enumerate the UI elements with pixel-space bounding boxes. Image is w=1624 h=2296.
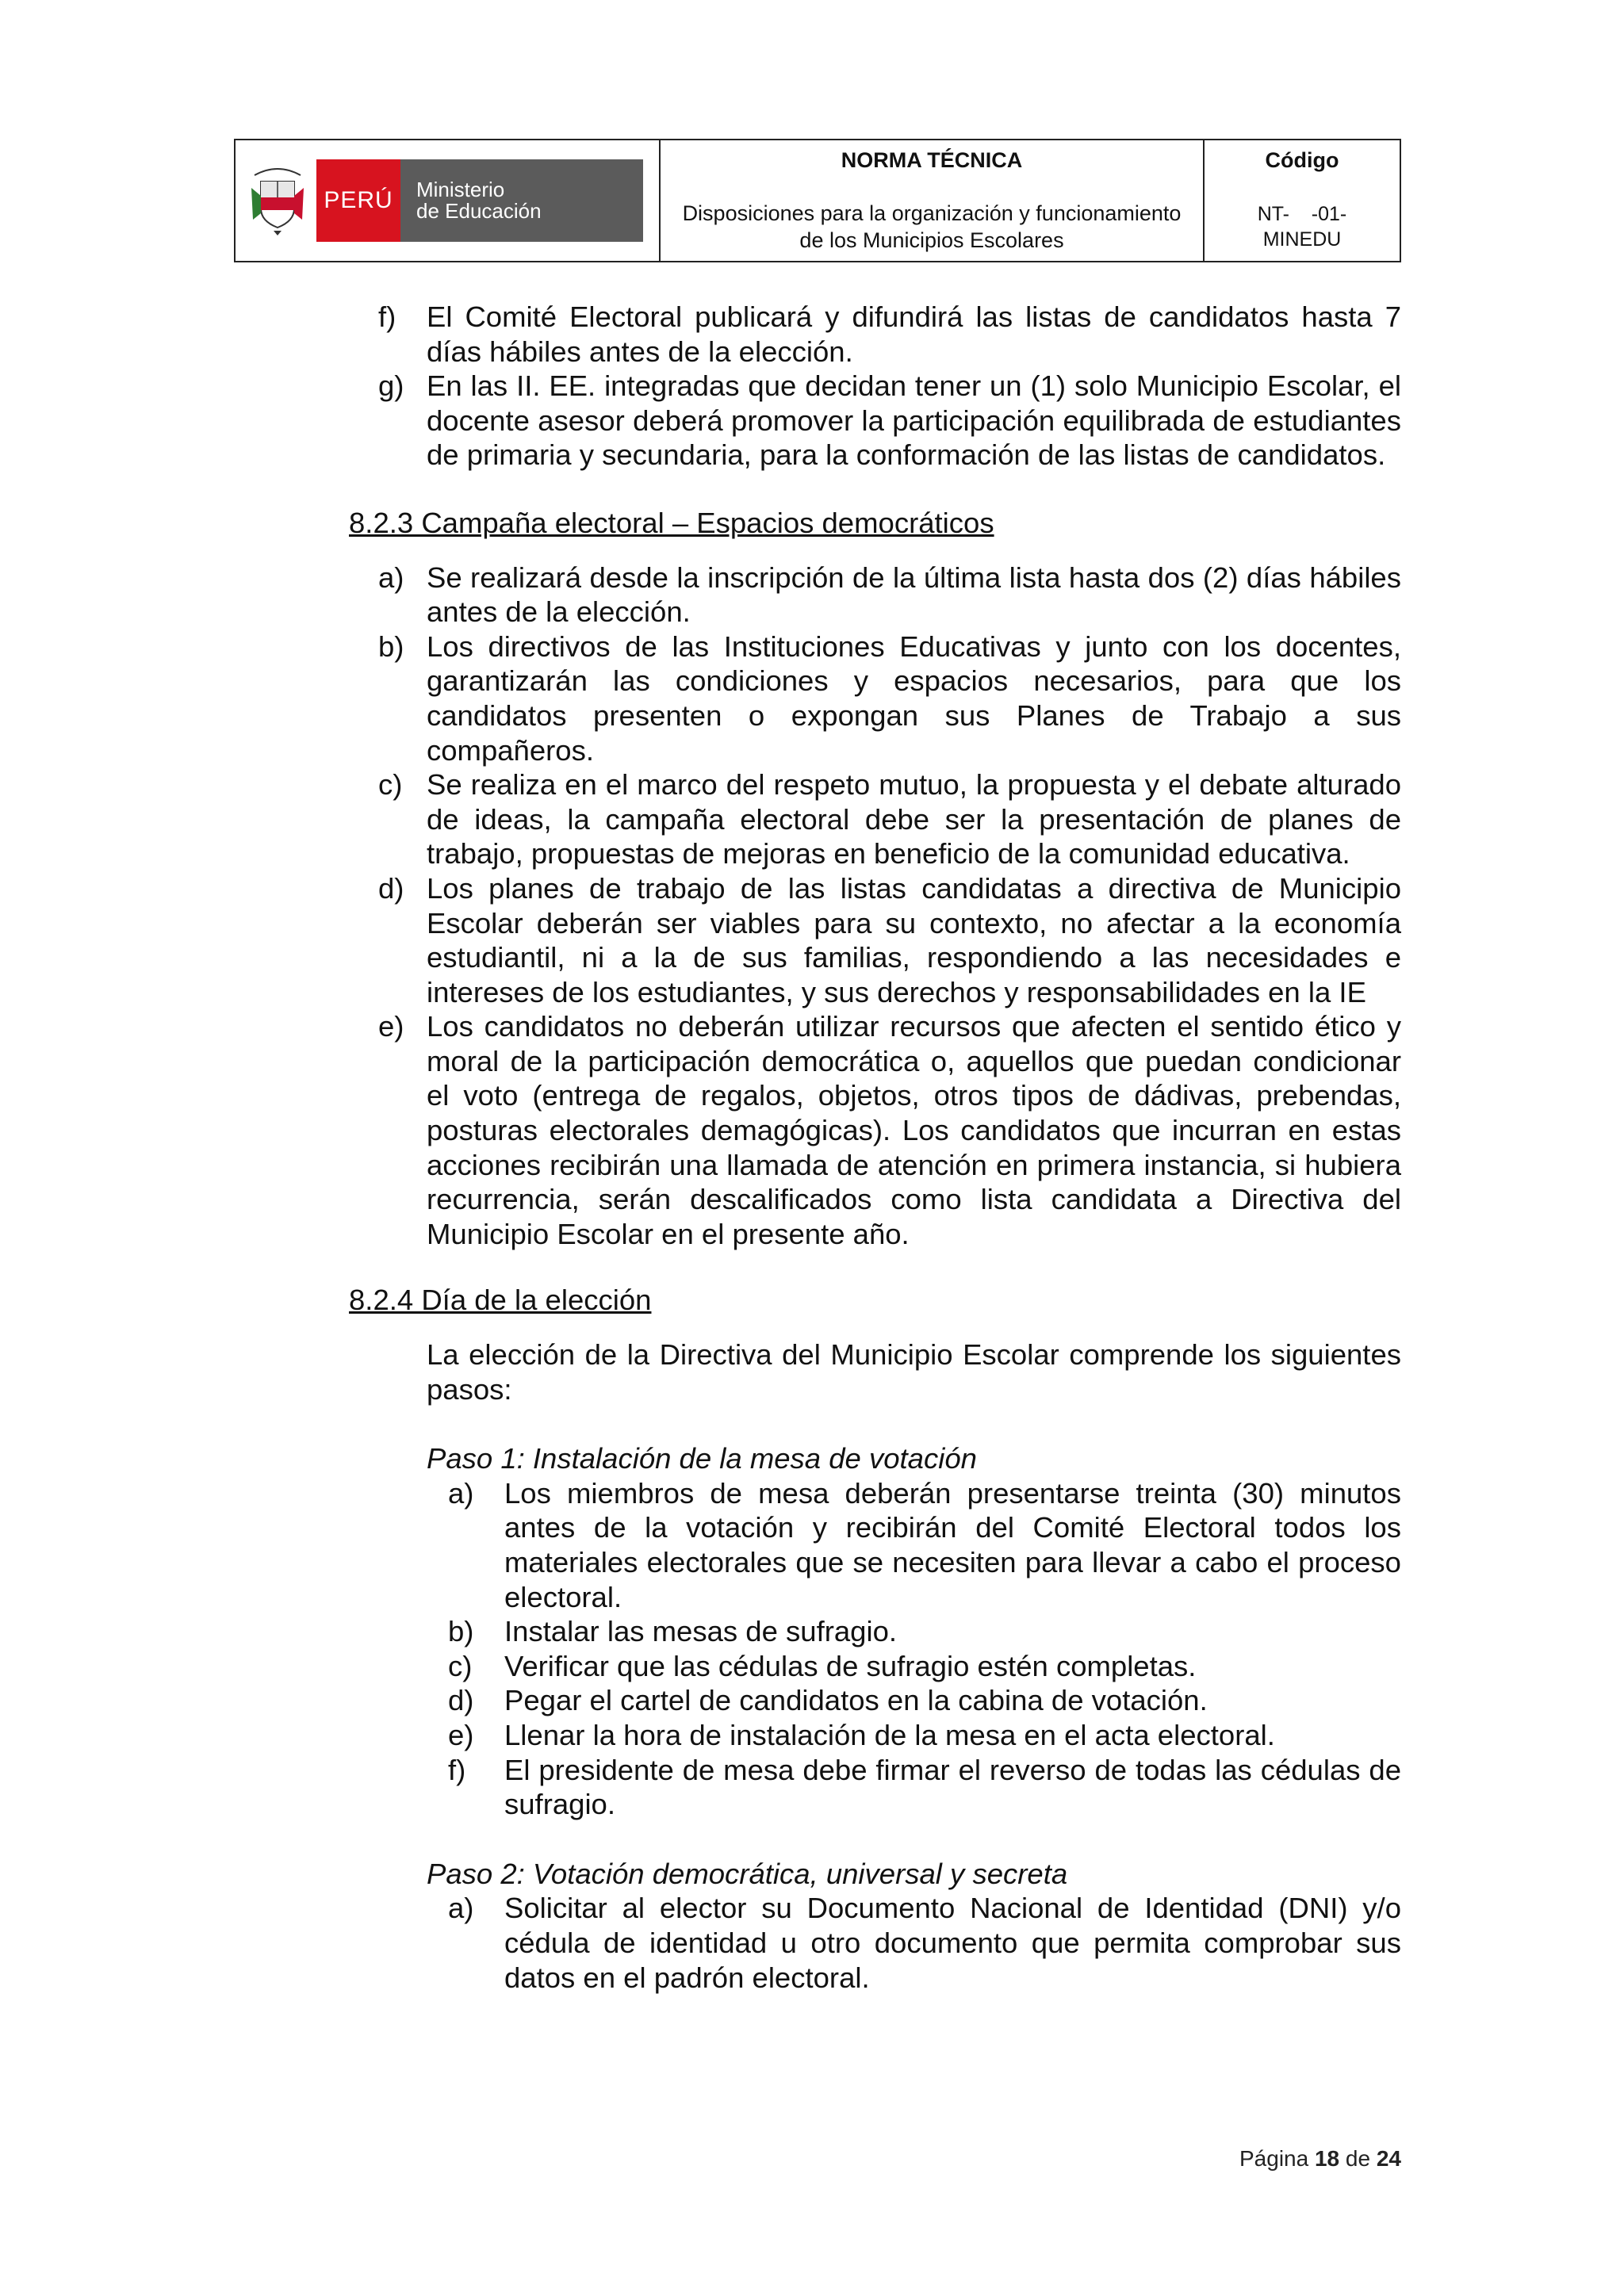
list-campaign [349,561,1401,1252]
header-title-cell [661,140,1205,261]
item-label: e) [378,1010,404,1043]
item-label: c) [378,768,403,802]
item-label: f) [448,1753,466,1786]
total-pages: 24 [1376,2146,1401,2171]
step-1-title: Paso 1: Instalación de la mesa de votación [427,1442,977,1475]
item-label: a) [378,561,404,594]
document-subtitle [661,200,1203,254]
section-heading-election-day: 8.2.4 Día de la elección [349,1284,652,1317]
header-code-cell [1205,140,1400,261]
subtitle-line-1: Disposiciones para la organización y funcionamiento [682,201,1182,225]
list-item [349,1649,1401,1684]
document-header [234,139,1401,262]
step-2-title: Paso 2: Votación democrática, universal y secreta [427,1857,1068,1890]
ministry-line-1: Ministerio [416,178,505,201]
subtitle-line-2: de los Municipios Escolares [799,228,1064,252]
item-text: Se realizará desde la inscripción de la última lista hasta dos (2) días hábiles antes de la elección. [427,561,1401,629]
document-type: NORMA TÉCNICA [841,148,1023,172]
item-label: c) [448,1649,473,1682]
code-line-1: NT- -01- [1257,203,1347,225]
item-text: En las II. EE. integradas que decidan tener un (1) solo Municipio Escolar, el docente asesor deberá promover la participación equilibrada de estudiantes de primaria y secundaria, para la conformación de las listas de candidatos. [427,369,1401,472]
item-label: a) [448,1476,474,1510]
item-text: El Comité Electoral publicará y difundirá las listas de candidatos hasta 7 días hábiles antes de la elección. [427,300,1401,368]
code-value [1205,201,1400,252]
code-line-2: MINEDU [1262,228,1342,251]
item-label: a) [448,1892,474,1925]
list-item [349,1753,1401,1822]
ministry-logo [400,159,643,242]
document-body [349,300,1401,1995]
item-text: El presidente de mesa debe firmar el reverso de todas las cédulas de sufragio. [504,1753,1401,1821]
list-item [349,561,1401,629]
country-label: PERÚ [324,187,393,213]
item-text: Los directivos de las Instituciones Educativas y junto con los docentes, garantizarán las condiciones y espacios necesarios, para que los candidatos presenten o expongan sus Planes de Trabajo a sus compañeros. [427,629,1401,767]
list-item [349,300,1401,369]
section-heading-campaign: 8.2.3 Campaña electoral – Espacios democráticos [349,506,994,539]
header-logo-cell [236,140,661,261]
item-text: Instalar las mesas de sufragio. [504,1615,898,1648]
coat-of-arms-icon [250,164,305,237]
list-item [349,767,1401,871]
item-label: d) [378,871,404,905]
list-step-1 [349,1476,1401,1822]
list-item [349,1683,1401,1718]
list-item [349,1476,1401,1614]
item-label: e) [448,1718,474,1751]
item-label: b) [448,1615,474,1648]
list-item [349,629,1401,767]
list-item [349,369,1401,473]
item-text: Pegar el cartel de candidatos en la cabina de votación. [504,1684,1208,1717]
page-prefix: Página [1239,2146,1309,2171]
list-item [349,1009,1401,1251]
list-eligibility [349,300,1401,473]
item-text: Los planes de trabajo de las listas candidatas a directiva de Municipio Escolar deberán ser viables para su contexto, no afectar a la economía estudiantil, ni a la de sus familias, respondiendo a las necesidades e intereses de los estudiantes, y sus derechos y responsabilidades en la IE [427,871,1401,1008]
item-text: Llenar la hora de instalación de la mesa en el acta electoral. [504,1718,1275,1751]
list-item [349,1718,1401,1753]
item-label: f) [378,300,396,333]
page-number [1239,2146,1401,2172]
item-label: b) [378,629,404,663]
peru-logo [316,159,400,242]
list-item [349,1614,1401,1649]
page-separator: de [1345,2146,1371,2171]
item-label: g) [378,369,404,403]
list-step-2 [349,1891,1401,1995]
item-text: Se realiza en el marco del respeto mutuo, la propuesta y el debate alturado de ideas, la campaña electoral debe ser la presentación de planes de trabajo, propuestas de mejoras en beneficio de la comunidad educativa. [427,768,1401,871]
intro-paragraph: La elección de la Directiva del Municipio Escolar comprende los siguientes pasos: [427,1338,1401,1406]
ministry-line-2: de Educación [416,199,542,223]
code-label: Código [1265,148,1339,172]
current-page: 18 [1314,2146,1340,2171]
item-text: Los candidatos no deberán utilizar recursos que afecten el sentido ético y moral de la participación democrática o, aquellos que puedan condicionar el voto (entrega de regalos, objetos, otros tipos de dádivas, prebendas, posturas electorales demagógicas). Los candidatos que incurran en estas acciones recibirán una llamada de atención en primera instancia, si hubiera recurrencia, serán descalificados como lista candidata a Directiva del Municipio Escolar en el presente año. [427,1010,1401,1250]
item-text: Verificar que las cédulas de sufragio estén completas. [504,1649,1197,1682]
list-item [349,871,1401,1009]
item-text: Los miembros de mesa deberán presentarse treinta (30) minutos antes de la votación y recibirán del Comité Electoral todos los materiales electorales que se necesiten para llevar a cabo el proceso electoral. [504,1476,1401,1613]
item-label: d) [448,1684,474,1717]
item-text: Solicitar al elector su Documento Nacional de Identidad (DNI) y/o cédula de identidad u otro documento que permita comprobar sus datos en el padrón electoral. [504,1892,1401,1994]
list-item [349,1891,1401,1995]
